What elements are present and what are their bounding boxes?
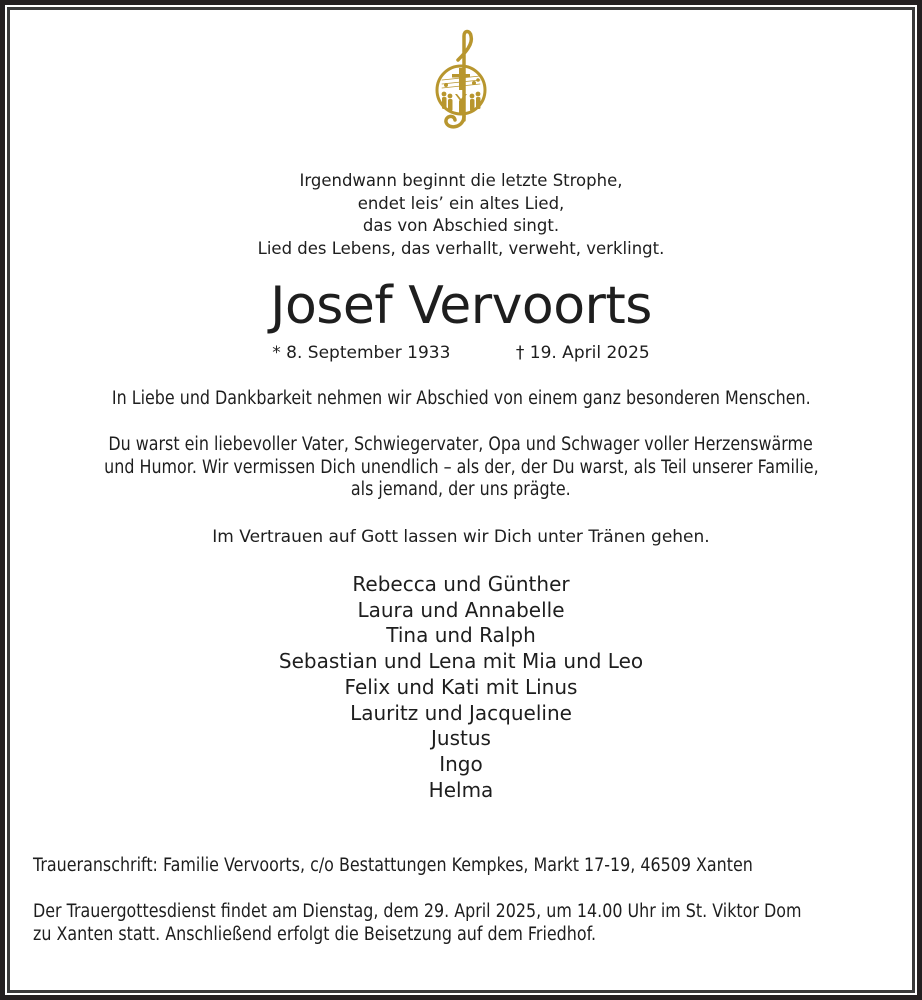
clef-curl bbox=[446, 116, 464, 127]
verse-line: Irgendwann beginnt die letzte Strophe, bbox=[299, 171, 623, 190]
faith-paragraph: Im Vertrauen auf Gott lassen wir Dich unter Tränen gehen. bbox=[212, 527, 710, 547]
service-line: Der Trauergottesdienst findet am Dienstag, dem 29. April 2025, um 14.00 Uhr im St. Viktor Dom bbox=[33, 901, 802, 922]
mourner: Helma bbox=[428, 777, 494, 802]
service-info bbox=[33, 901, 893, 946]
mourner: Tina und Ralph bbox=[386, 623, 536, 648]
mourner: Rebecca und Günther bbox=[352, 572, 570, 596]
verse-line: Lied des Lebens, das verhallt, verweht, verklingt. bbox=[257, 238, 665, 258]
verse bbox=[0, 170, 922, 260]
tribute-paragraph bbox=[0, 434, 922, 502]
service-line: zu Xanten statt. Anschließend erfolgt die Beisetzung auf dem Friedhof. bbox=[33, 923, 597, 945]
cross-horizontal bbox=[452, 74, 470, 78]
tribute-line: Du warst ein liebevoller Vater, Schwiegervater, Opa und Schwager voller Herzenswärme bbox=[108, 434, 814, 455]
mourner: Felix und Kati mit Linus bbox=[344, 674, 578, 699]
treble-clef-choir-cross-icon bbox=[430, 28, 492, 132]
life-dates bbox=[0, 342, 922, 364]
farewell-text: In Liebe und Dankbarkeit nehmen wir Abschied von einem ganz besonderen Menschen. bbox=[111, 388, 811, 409]
mourner: Sebastian und Lena mit Mia und Leo bbox=[278, 649, 644, 674]
death-date: † 19. April 2025 bbox=[515, 343, 650, 363]
mourner: Ingo bbox=[439, 751, 483, 776]
mourning-address bbox=[33, 855, 893, 878]
verse-line: endet leis’ ein altes Lied, bbox=[357, 193, 565, 213]
birth-date: * 8. September 1933 bbox=[272, 343, 451, 363]
mourning-address-text: Traueranschrift: Familie Vervoorts, c/o Bestattungen Kempkes, Markt 17-19, 46509 Xanten bbox=[33, 855, 753, 876]
farewell-paragraph bbox=[0, 388, 922, 411]
mourners-list bbox=[0, 572, 922, 803]
mourner: Justus bbox=[431, 726, 491, 751]
tribute-line: und Humor. Wir vermissen Dich unendlich – als der, der Du warst, als Teil unserer Familie, bbox=[103, 456, 819, 478]
mourner: Lauritz und Jacqueline bbox=[350, 700, 572, 725]
deceased-name: Josef Vervoorts bbox=[270, 276, 652, 336]
verse-line: das von Abschied singt. bbox=[362, 216, 560, 235]
cross-vertical bbox=[459, 68, 463, 90]
mourner: Laura und Annabelle bbox=[357, 597, 565, 622]
tribute-line: als jemand, der uns prägte. bbox=[351, 479, 571, 500]
